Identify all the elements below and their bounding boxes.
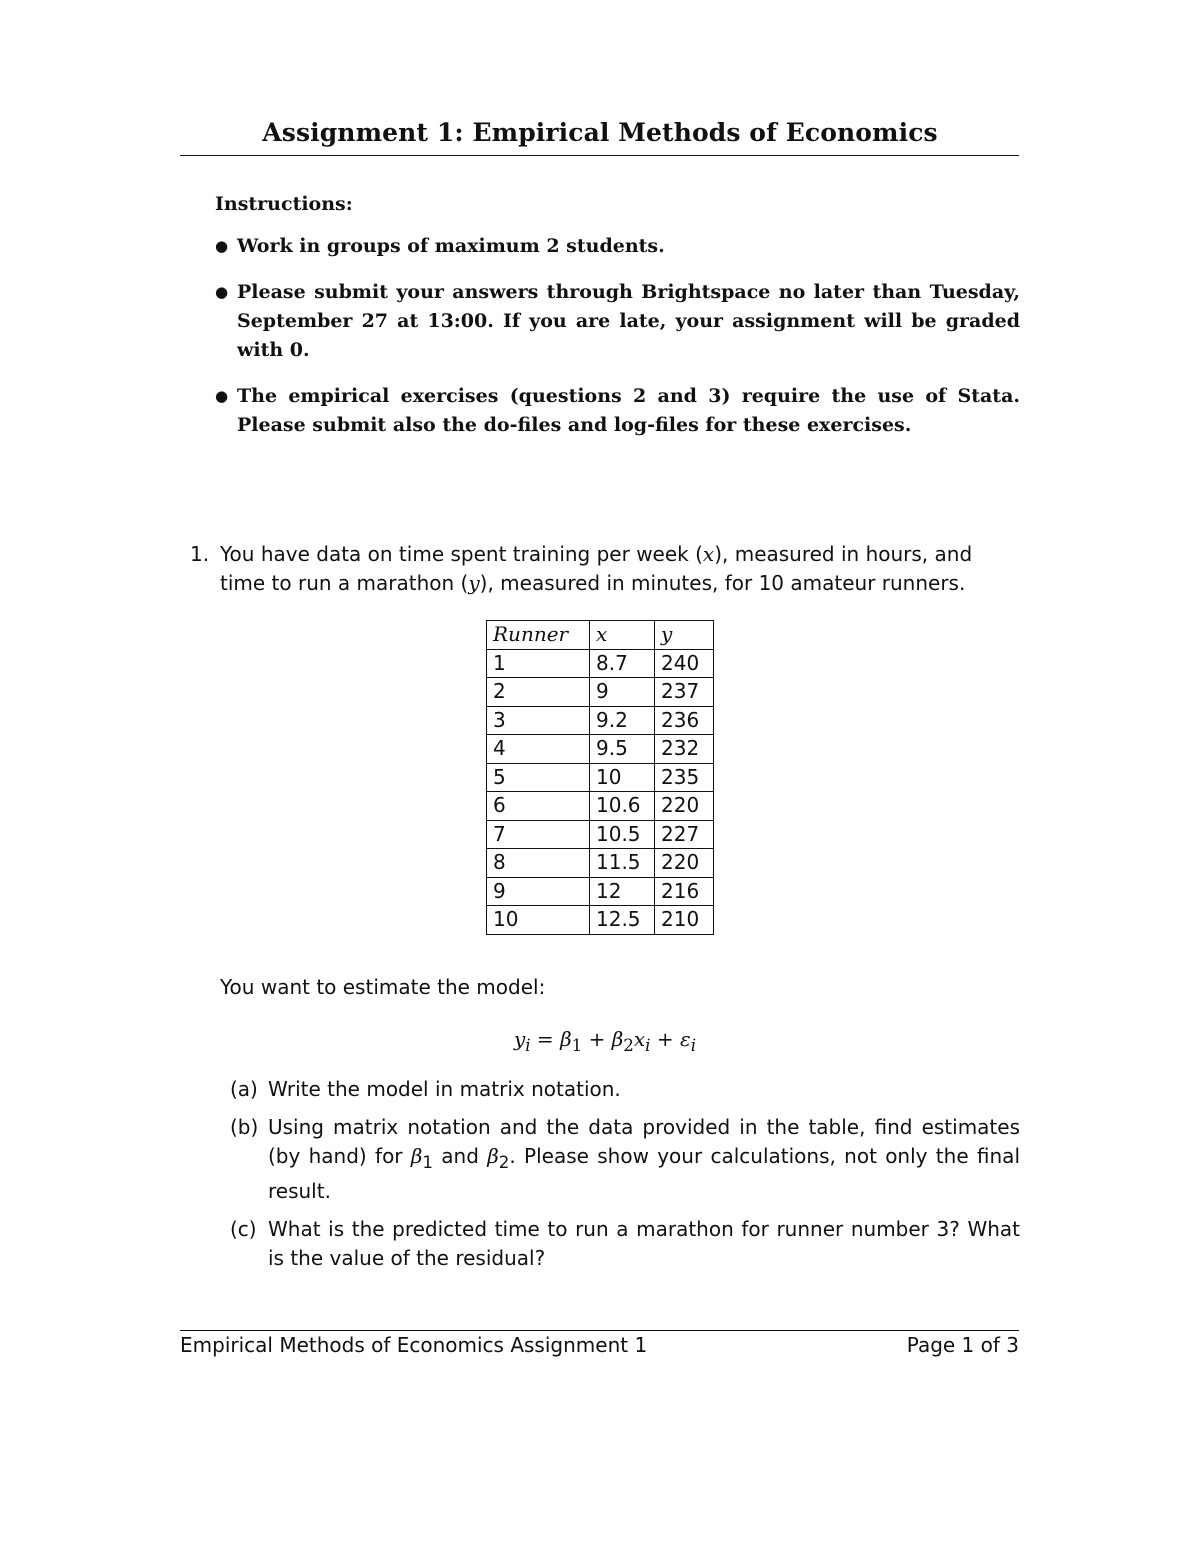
instruction-item <box>215 232 1020 261</box>
eq-x: x <box>633 1027 646 1051</box>
eq-y: y <box>513 1027 526 1051</box>
intro-text: You have data on time spent training per week ( <box>220 542 703 566</box>
eq-sub: 2 <box>623 1036 634 1055</box>
cell-runner: 6 <box>487 792 590 821</box>
table-row <box>487 678 714 707</box>
subquestion-b <box>230 1113 1020 1206</box>
model-intro: You want to estimate the model: <box>220 975 546 999</box>
subquestion-text: Write the model in matrix notation. <box>268 1077 621 1101</box>
footer-rule <box>180 1330 1019 1331</box>
instruction-item <box>215 382 1020 440</box>
subquestion-label: (a) <box>230 1077 258 1101</box>
subquestion-text-part: Using matrix notation and the data provided in the table, find estimates (by hand) for <box>268 1115 1020 1168</box>
beta-sub: 2 <box>498 1153 510 1172</box>
table-row <box>487 820 714 849</box>
instruction-item <box>215 278 1020 365</box>
cell-y: 220 <box>655 849 714 878</box>
instructions-list <box>215 232 1020 440</box>
cell-runner: 7 <box>487 820 590 849</box>
eq-sub: i <box>690 1036 697 1055</box>
eq-sign: = <box>530 1027 561 1051</box>
question-1 <box>190 540 1020 1270</box>
cell-runner: 1 <box>487 649 590 678</box>
cell-y: 232 <box>655 735 714 764</box>
eq-beta: β <box>611 1027 624 1051</box>
eq-beta: β <box>560 1027 572 1051</box>
subquestion-text-part: and <box>433 1144 488 1168</box>
subquestion-text-part: . Please show your calculations, not only the final result. <box>268 1144 1020 1203</box>
table-row <box>487 649 714 678</box>
bullet-icon: ● <box>215 237 229 255</box>
cell-y: 236 <box>655 706 714 735</box>
cell-runner: 5 <box>487 763 590 792</box>
cell-runner: 3 <box>487 706 590 735</box>
cell-runner: 8 <box>487 849 590 878</box>
eq-sub: i <box>525 1036 531 1055</box>
intro-text: ), measured in hours, and time to run a marathon ( <box>220 542 973 595</box>
page-title: Assignment 1: Empirical Methods of Economics <box>262 118 938 147</box>
table-body <box>487 649 714 934</box>
eq-plus: + <box>650 1027 680 1051</box>
footer-page-number: Page 1 of 3 <box>906 1333 1019 1357</box>
beta-symbol: β <box>410 1144 423 1168</box>
instruction-text: The empirical exercises (questions 2 and 3) require the use of Stata. Please submit also the do-files and log-files for these exercises. <box>237 385 1020 436</box>
table-row <box>487 735 714 764</box>
x-symbol: x <box>702 542 715 566</box>
title-rule <box>180 155 1019 156</box>
cell-x: 12 <box>590 877 655 906</box>
cell-y: 220 <box>655 792 714 821</box>
instruction-text: Please submit your answers through Brightspace no later than Tuesday, September 27 at 13:00. If you are late, your assignment will be graded with 0. <box>237 281 1020 361</box>
cell-runner: 4 <box>487 735 590 764</box>
footer-course-title: Empirical Methods of Economics Assignment 1 <box>180 1333 648 1357</box>
instructions-section <box>215 190 1020 457</box>
table-row <box>487 792 714 821</box>
beta-sub: 1 <box>422 1153 433 1172</box>
cell-runner: 2 <box>487 678 590 707</box>
bullet-icon: ● <box>215 387 229 405</box>
subquestion-c <box>230 1215 1020 1273</box>
header-runner: Runner <box>487 621 590 650</box>
table-row <box>487 706 714 735</box>
instructions-heading: Instructions: <box>215 193 353 215</box>
eq-sub: 1 <box>571 1036 583 1055</box>
cell-x: 12.5 <box>590 906 655 935</box>
question-number: 1. <box>190 542 210 566</box>
cell-x: 9.5 <box>590 735 655 764</box>
table-row <box>487 763 714 792</box>
cell-y: 240 <box>655 649 714 678</box>
cell-y: 216 <box>655 877 714 906</box>
cell-x: 11.5 <box>590 849 655 878</box>
cell-runner: 9 <box>487 877 590 906</box>
header-x: x <box>590 621 655 650</box>
eq-sub: i <box>645 1036 651 1055</box>
cell-x: 9.2 <box>590 706 655 735</box>
subquestion-label: (b) <box>230 1115 259 1139</box>
runner-data-table <box>486 620 714 935</box>
eq-epsilon: ε <box>679 1027 691 1051</box>
table-row <box>487 906 714 935</box>
cell-x: 10.6 <box>590 792 655 821</box>
cell-y: 210 <box>655 906 714 935</box>
table-header-row <box>487 621 714 650</box>
cell-x: 9 <box>590 678 655 707</box>
cell-y: 235 <box>655 763 714 792</box>
y-symbol: y <box>468 571 480 595</box>
cell-y: 237 <box>655 678 714 707</box>
subquestion-text: What is the predicted time to run a marathon for runner number 3? What is the value of the residual? <box>268 1217 1020 1270</box>
cell-x: 8.7 <box>590 649 655 678</box>
cell-x: 10 <box>590 763 655 792</box>
table-row <box>487 877 714 906</box>
question-intro <box>220 540 1020 598</box>
beta-symbol: β <box>487 1144 499 1168</box>
intro-text: ), measured in minutes, for 10 amateur runners. <box>479 571 966 595</box>
subquestion-text <box>268 1115 1020 1203</box>
instruction-text: Work in groups of maximum 2 students. <box>237 235 665 257</box>
cell-x: 10.5 <box>590 820 655 849</box>
bullet-icon: ● <box>215 283 229 301</box>
cell-y: 227 <box>655 820 714 849</box>
subquestion-a <box>230 1075 1020 1104</box>
header-y: y <box>655 621 714 650</box>
cell-runner: 10 <box>487 906 590 935</box>
eq-plus: + <box>582 1027 612 1051</box>
subquestion-label: (c) <box>230 1217 257 1241</box>
subquestion-list <box>230 1075 1020 1282</box>
table-row <box>487 849 714 878</box>
regression-equation <box>190 1025 1020 1060</box>
